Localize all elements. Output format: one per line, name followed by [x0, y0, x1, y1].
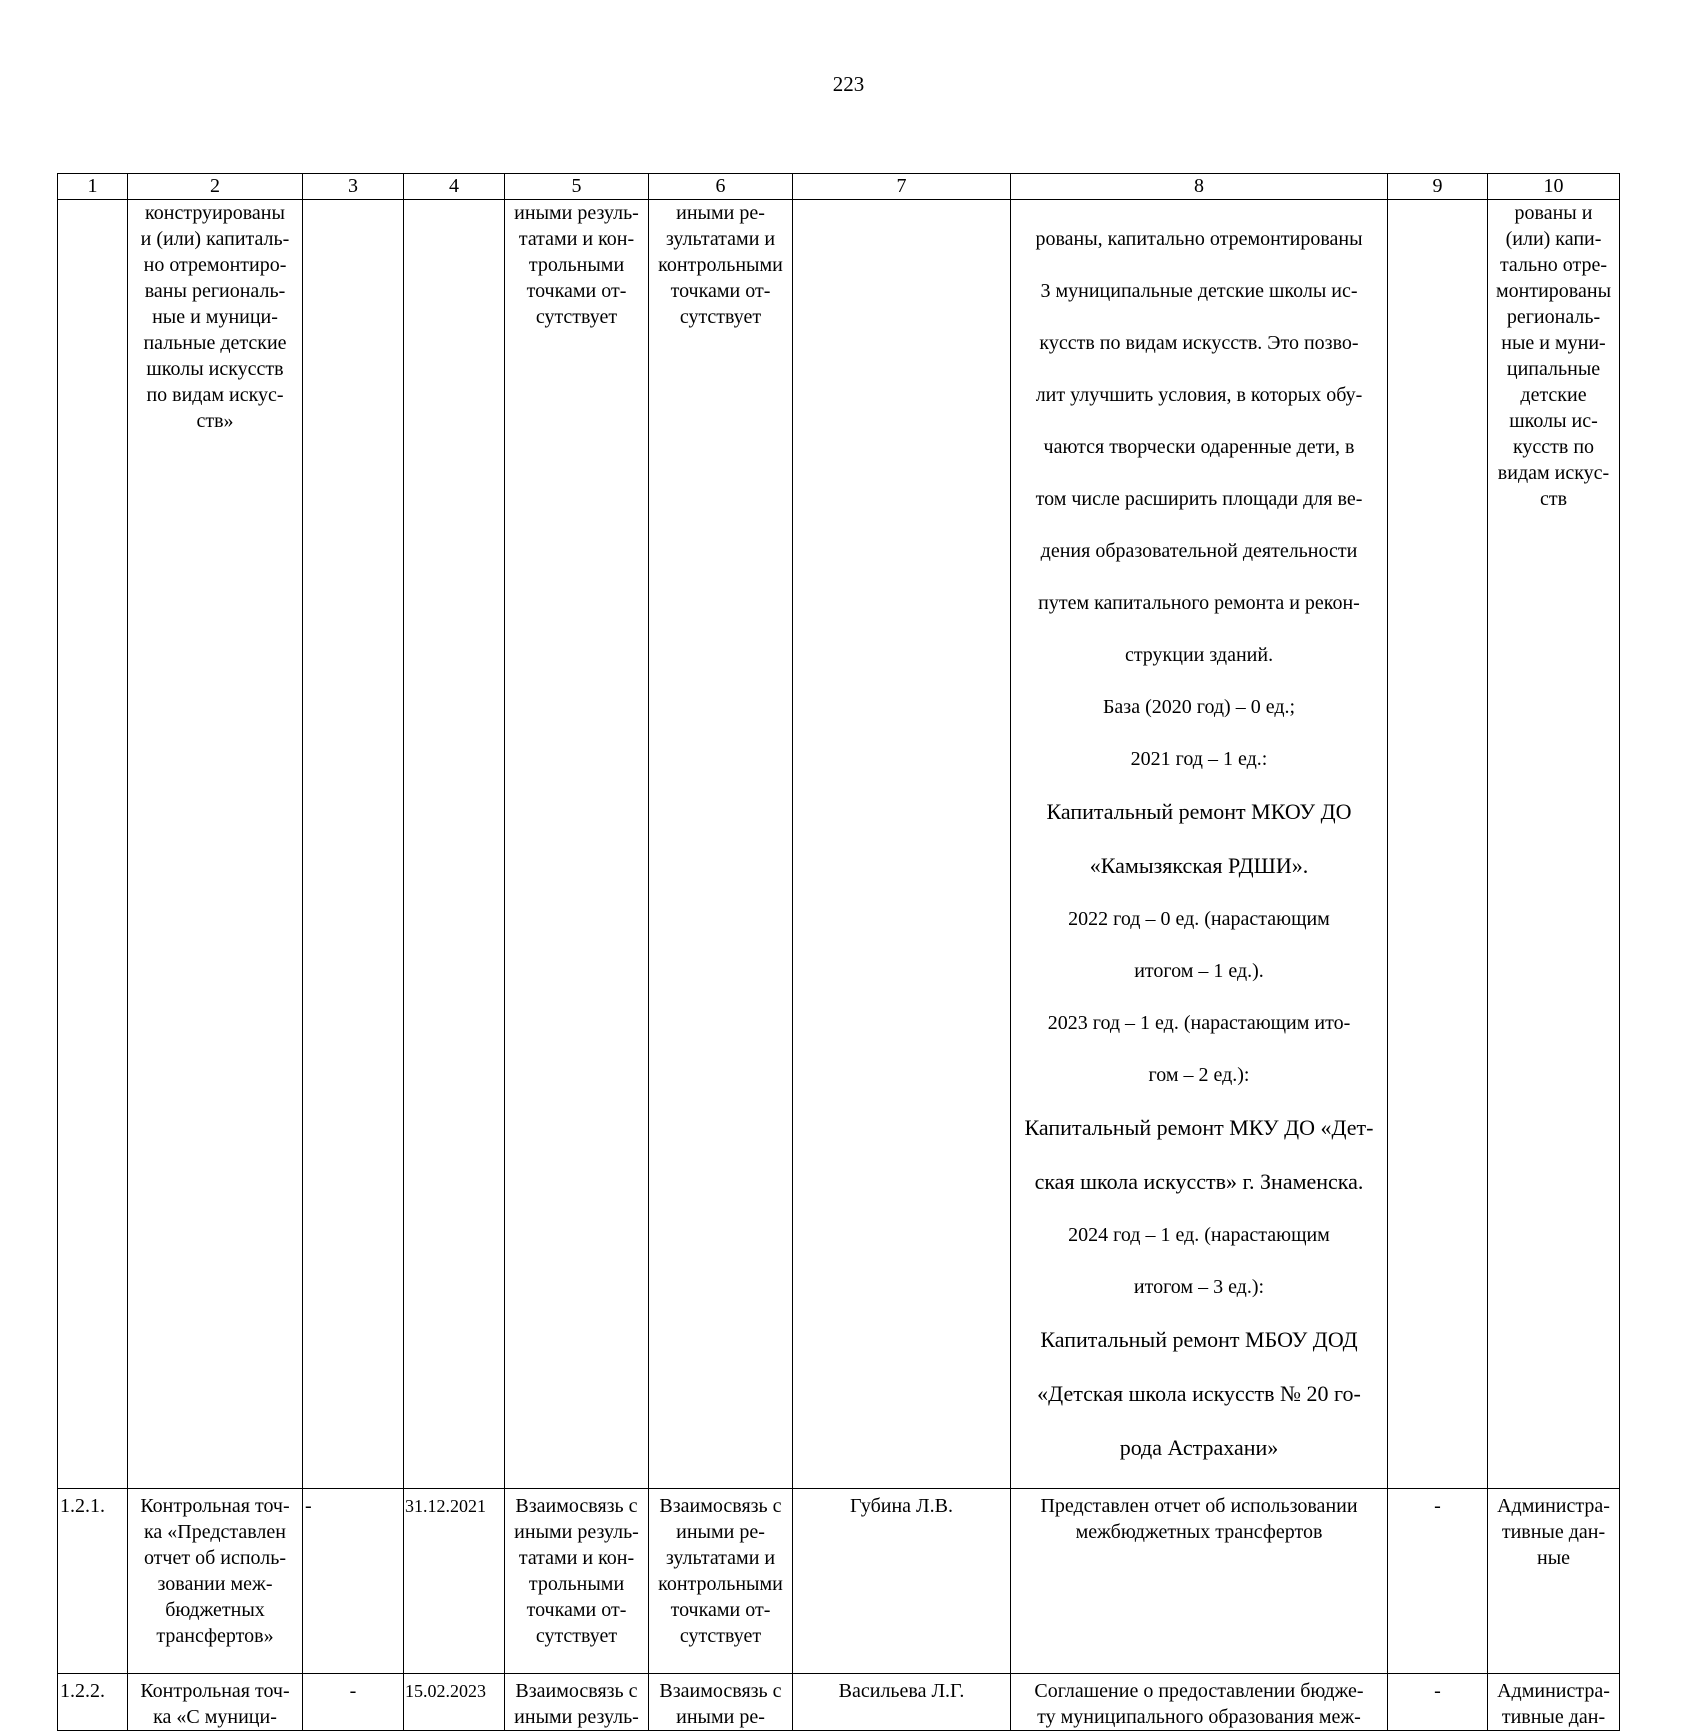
- description-line: лит улучшить условия, в которых обу-: [1035, 384, 1363, 406]
- header-cell: 8: [1011, 174, 1388, 200]
- end-date-cell: 15.02.2023: [404, 1674, 505, 1731]
- indicator-cell: -: [1388, 1489, 1488, 1674]
- predecessors-cell: иными резуль- татами и кон- трольными точками от- сутствует: [505, 200, 649, 1489]
- description-cell: [1011, 200, 1388, 1489]
- description-line: «Детская школа искусств № 20 го-: [1037, 1381, 1361, 1406]
- description-line: рованы, капитально отремонтированы: [1035, 228, 1363, 250]
- header-cell: 10: [1488, 174, 1620, 200]
- description-line: итогом – 1 ед.).: [1134, 960, 1264, 982]
- start-date-cell: -: [303, 1674, 404, 1731]
- description-line: «Камызякская РДШИ».: [1089, 853, 1309, 878]
- successors-cell: Взаимосвязь с иными ре- зультатами и контрольными точками от- сутствует: [649, 1489, 793, 1674]
- row-number-cell: 1.2.1.: [58, 1489, 128, 1674]
- header-row: [58, 174, 1620, 200]
- description-line: Капитальный ремонт МКОУ ДО: [1046, 799, 1352, 824]
- description-line: том числе расширить площади для ве-: [1035, 488, 1363, 510]
- result-name-cell: Контрольная точ- ка «Представлен отчет об исполь- зовании меж- бюджетных трансфертов»: [128, 1489, 303, 1674]
- table-row: [58, 200, 1620, 1489]
- header-cell: 6: [649, 174, 793, 200]
- header-cell: 7: [793, 174, 1011, 200]
- responsible-cell: [793, 200, 1011, 1489]
- description-line: 2021 год – 1 ед.:: [1130, 748, 1268, 770]
- info-source-cell: рованы и (или) капи- тально отре- монтированы региональ- ные и муни- ципальные детские школы ис- кусств по видам искус- ств: [1488, 200, 1620, 1489]
- successors-cell: Взаимосвязь с иными ре-: [649, 1674, 793, 1731]
- description-line: дения образовательной деятельности: [1040, 540, 1358, 562]
- header-cell: 1: [58, 174, 128, 200]
- result-name-cell: Контрольная точ- ка «С муници-: [128, 1674, 303, 1731]
- description-line: 2024 год – 1 ед. (нарастающим: [1068, 1224, 1330, 1246]
- measures-table: [57, 173, 1620, 1731]
- responsible-cell: Васильева Л.Г.: [793, 1674, 1011, 1731]
- result-name-cell: конструированы и (или) капиталь- но отремонтиро- ваны региональ- ные и муници- пальные детские школы искусств по видам искус- ств»: [128, 200, 303, 1489]
- description-line: 2022 год – 0 ед. (нарастающим: [1068, 908, 1330, 930]
- description-line: Капитальный ремонт МКУ ДО «Дет-: [1024, 1115, 1374, 1140]
- description-line: Капитальный ремонт МБОУ ДОД: [1040, 1327, 1358, 1352]
- description-cell: Соглашение о предоставлении бюдже- ту муниципального образования меж-: [1011, 1674, 1388, 1731]
- responsible-cell: Губина Л.В.: [793, 1489, 1011, 1674]
- row-number-cell: [58, 200, 128, 1489]
- description-line: чаются творчески одаренные дети, в: [1043, 436, 1355, 458]
- header-cell: 4: [404, 174, 505, 200]
- predecessors-cell: Взаимосвязь с иными резуль- татами и кон- трольными точками от- сутствует: [505, 1489, 649, 1674]
- start-date-cell: [303, 200, 404, 1489]
- row-number-cell: 1.2.2.: [58, 1674, 128, 1731]
- header-cell: 3: [303, 174, 404, 200]
- description-line: итогом – 3 ед.):: [1133, 1276, 1265, 1298]
- description-line: 2023 год – 1 ед. (нарастающим ито-: [1047, 1012, 1351, 1034]
- start-date-cell: -: [303, 1489, 404, 1674]
- end-date-cell: [404, 200, 505, 1489]
- page-number: 223: [832, 72, 865, 96]
- description-line: гом – 2 ед.):: [1148, 1064, 1250, 1086]
- description-line: База (2020 год) – 0 ед.;: [1102, 696, 1296, 718]
- description-line: 3 муниципальные детские школы ис-: [1040, 280, 1358, 302]
- info-source-cell: Администра- тивные дан-: [1488, 1674, 1620, 1731]
- description-cell: Представлен отчет об использовании межбюджетных трансфертов: [1011, 1489, 1388, 1674]
- end-date-cell: 31.12.2021: [404, 1489, 505, 1674]
- description-line: ская школа искусств» г. Знаменска.: [1034, 1169, 1364, 1194]
- description-line: струкции зданий.: [1124, 644, 1274, 666]
- description-line: кусств по видам искусств. Это позво-: [1039, 332, 1359, 354]
- table-row: [58, 1489, 1620, 1674]
- indicator-cell: [1388, 200, 1488, 1489]
- header-cell: 5: [505, 174, 649, 200]
- description-line: путем капитального ремонта и рекон-: [1038, 592, 1360, 614]
- indicator-cell: -: [1388, 1674, 1488, 1731]
- predecessors-cell: Взаимосвязь с иными резуль-: [505, 1674, 649, 1731]
- info-source-cell: Администра- тивные дан- ные: [1488, 1489, 1620, 1674]
- table-row: [58, 1674, 1620, 1731]
- header-cell: 2: [128, 174, 303, 200]
- header-cell: 9: [1388, 174, 1488, 200]
- description-line: рода Астрахани»: [1119, 1435, 1279, 1460]
- successors-cell: иными ре- зультатами и контрольными точками от- сутствует: [649, 200, 793, 1489]
